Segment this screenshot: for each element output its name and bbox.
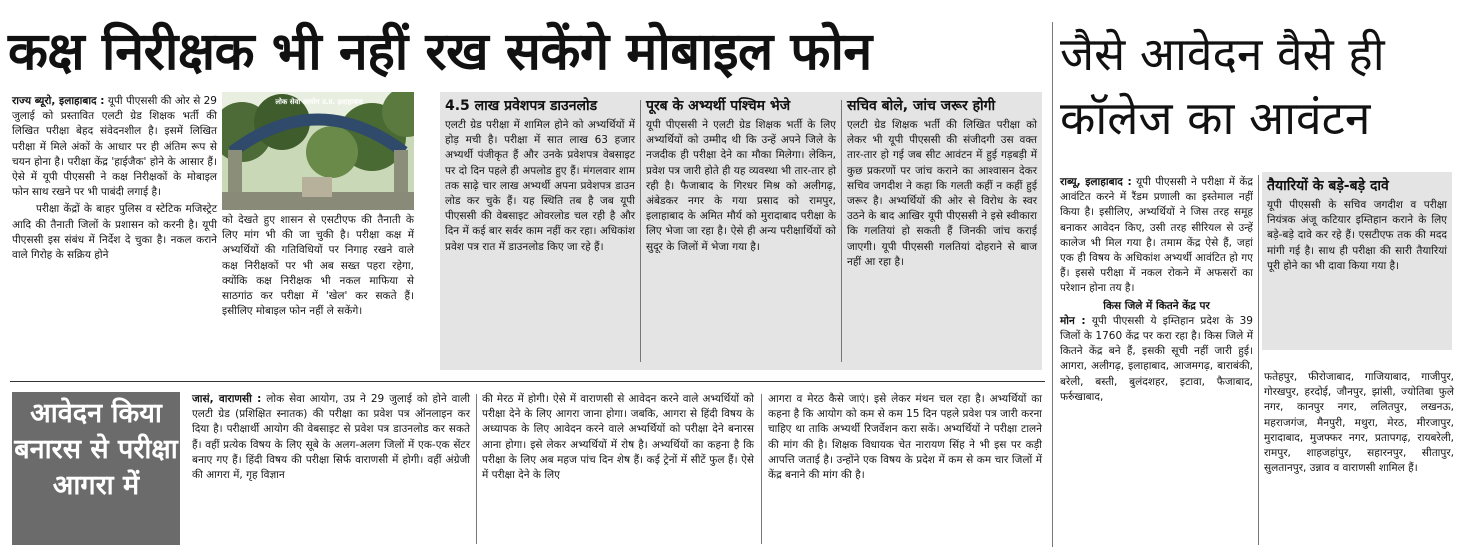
sidebar-divider [841,100,842,362]
bottom-story-column-1 [192,392,470,483]
right-headline [1060,22,1460,150]
column-divider [476,394,477,544]
sidebar-divider [640,100,641,362]
column-divider [761,394,762,544]
main-story-column-1 [12,94,217,263]
right-story-subheading: किस जिले में कितने केंद्र पर [1103,299,1210,312]
column-divider [1052,22,1053,547]
right-story-sub-byline: मोन : [1060,314,1086,327]
sidebar-box-3-heading: सचिव बोले, जांच जरूर होगी [847,98,996,114]
gate-sign-text: लोक सेवा आयोग उ.प्र. इलाहाबाद [275,98,363,106]
sidebar-box-2 [646,96,836,255]
column-divider [1258,175,1259,545]
right-story-sub-text: यूपी पीएससी ये इम्तिहान प्रदेश के 39 जिलों के 1760 केंद्र पर करा रहा है। किस जिले में कितने केंद्र बने हैं, इसकी सूची नहीं जारी हुई। आगरा, अलीगढ़, इलाहाबाद, आजमगढ़, बाराबंकी, बरेली, बस्ती, बुलंदशहर, इटावा, फैजाबाद, फर्रुखाबाद, [1060,314,1253,403]
main-story-text-2: परीक्षा केंद्रों के बाहर पुलिस व स्टेटिक मजिस्ट्रेट आदि की तैनाती जिलों के प्रशासन को करनी है। यूपी पीएससी इस संबंध में निर्देश दे चुका है। नकल कराने वाले गिरोह के सक्रिय होने [12,203,217,262]
main-story-byline: राज्य ब्यूरो, इलाहाबाद : [12,95,105,107]
right-headline-line2: कॉलेज का आवंटन [1060,91,1371,145]
sidebar-box-1-text: एलटी ग्रेड परीक्षा में शामिल होने को अभ्यर्थियों में होड़ मची है। परीक्षा में सात लाख 63 हजार अभ्यर्थी पंजीकृत हैं और उनके प्रवेशपत्र वेबसाइट पर दो दिन पहले ही अपलोड हुए हैं। मंगलवार शाम तक साढ़े चार लाख अभ्यर्थी अपना प्रवेशपत्र डाउन लोड कर चुके हैं। यह स्थिति तब है जब यूपी पीएससी की वेबसाइट ओवरलोड चल रही है और दिन में कई बार सर्वर काम नहीं कर रहा। अधिकांश प्रवेश पत्र रात में डाउनलोड किए जा रहे हैं। [445,119,635,253]
bottom-story-text-1: लोक सेवा आयोग, उप्र ने 29 जुलाई को होने वाली एलटी ग्रेड (प्रशिक्षित स्नातक) की परीक्षा का प्रवेश पत्र ऑनलाइन कर दिया है। परीक्षार्थी आयोग की वेबसाइट से प्रवेश पत्र डाउनलोड कर सकते हैं। वहीं प्रत्येक विषय के लिए सूबे के अलग-अलग जिलों में एक-एक सेंटर बनाए गए हैं। हिंदी विषय की परीक्षा सिर्फ वाराणसी में होगी। वहीं अंग्रेजी की आगरा में, गृह विज्ञान [192,393,471,482]
gate-illustration [222,92,414,210]
sidebar-box-2-heading: पूरब के अभ्यर्थी पश्चिम भेजे [646,98,791,114]
right-box-heading: तैयारियों के बड़े-बड़े दावे [1267,178,1389,194]
right-shaded-box [1262,172,1452,350]
right-headline-line1: जैसे आवेदन वैसे ही [1060,27,1385,81]
bottom-story-byline: जासं, वाराणसी : [192,393,262,405]
sidebar-box-1 [445,96,635,255]
commission-gate-photo [222,92,414,210]
bottom-story-column-3: आगरा व मेरठ कैसे जाएं। इसे लेकर मंथन चल रहा है। अभ्यर्थियों का कहना है कि आयोग को कम से कम 15 दिन पहले प्रवेश पत्र जारी करना चाहिए था ताकि अभ्यर्थी रिजर्वेशन करा सकें। अभ्यर्थियों ने परीक्षा टालने की मांग की है। शिक्षक विधायक चेत नारायण सिंह ने भी इस पर कड़ी आपत्ति जताई है। उन्होंने एक विषय के प्रदेश में कम से कम चार जिलों में केंद्र बनाने की मांग की है। [768,393,1042,482]
main-story-text: यूपी पीएससी की ओर से 29 जुलाई को प्रस्तावित एलटी ग्रेड शिक्षक भर्ती की लिखित परीक्षा बेहद संवेदनशील है। इसमें लिखित परीक्षा में मिले अंकों के आधार पर ही अंतिम रूप से चयन होना है। परीक्षा केंद्र 'हाईजैक' होने के आसार हैं। ऐसे में यूपी पीएससी ने कक्ष निरीक्षकों के मोबाइल फोन साथ रखने पर भी पाबंदी लगाई है। [12,95,217,199]
bottom-story-label-box: आवेदन किया बनारस से परीक्षा आगरा में [12,392,180,545]
right-story-byline: राब्यू, इलाहाबाद : [1060,176,1132,188]
district-list: फतेहपुर, फीरोजाबाद, गाजियाबाद, गाजीपुर, गोरखपुर, हरदोई, जौनपुर, झांसी, ज्योतिबा फुले नगर, कानपुर नगर, ललितपुर, लखनऊ, महराजगंज, मैनपुरी, मथुरा, मेरठ, मीरजापुर, मुरादाबाद, मुजफ्फर नगर, प्रतापगढ़, रायबरेली, रामपुर, शाहजहांपुर, सहारनपुर, सीतापुर, सुलतानपुर, उन्नाव व वाराणसी शामिल हैं। [1264,371,1454,475]
right-story-column-1 [1060,175,1253,405]
sidebar-box-3-text: एलटी ग्रेड शिक्षक भर्ती की लिखित परीक्षा को लेकर भी यूपी पीएससी की संजीदगी उस वक्त तार-तार हो गई जब सीट आवंटन में हुई गड़बड़ी में कुछ प्रकरणों पर जांच कराने का आश्वासन देकर सचिव जगदीश ने कहा कि गलती कहीं न कहीं हुई जरूर है। अभ्यर्थियों की ओर से विरोध के स्वर उठने के बाद आखिर यूपी पीएससी ने इसे स्वीकारा कि गलतियां हो सकती हैं जिनकी जांच कराई जाएगी। यूपी पीएससी गलतियां दोहराने से बाज नहीं आ रहा है। [847,119,1037,268]
right-box-text: यूपी पीएससी के सचिव जगदीश व परीक्षा नियंत्रक अंजू कटियार इम्तिहान कराने के लिए बड़े-बड़े दावे कर रहे हैं। एसटीएफ तक की मदद मांगी गई है। साथ ही परीक्षा की सारी तैयारियां पूरी होने का भी दावा किया गया है। [1267,199,1447,272]
right-story-text: यूपी पीएससी ने परीक्षा में केंद्र आवंटित करने में रैंडम प्रणाली का इस्तेमाल नहीं किया है। इसीलिए, अभ्यर्थियों ने जिस तरह समूह बनाकर आवेदन किए, उसी तरह सीरियल से उन्हें कालेज भी मिल गया है। तमाम केंद्र ऐसे हैं, जहां एक ही विषय के अधिकांश अभ्यर्थी आवंटित हो गए हैं। इससे परीक्षा में नकल रोकने में अफसरों का परेशान होना तय है। [1060,176,1254,295]
sidebar-box-3 [847,96,1037,270]
bottom-story-column-2: की मेरठ में होगी। ऐसे में वाराणसी से आवेदन करने वाले अभ्यर्थियों को परीक्षा देने के लिए आगरा जाना होगा। जबकि, आगरा से हिंदी विषय के अध्यापक के लिए आवेदन करने वाले अभ्यर्थियों को परीक्षा देने बनारस आना होगा। इसे लेकर अभ्यर्थियों में रोष है। अभ्यर्थियों का कहना है कि परीक्षा के लिए अब महज पांच दिन शेष हैं। कई ट्रेनों में सीटें फुल हैं। ऐसे में परीक्षा देने के लिए [482,393,754,482]
main-story-column-2: को देखते हुए शासन से एसटीएफ की तैनाती के लिए मांग भी की जा चुकी है। परीक्षा कक्ष में अभ्यर्थियों की गतिविधियों पर निगाह रखने वाले कक्ष निरीक्षकों पर भी अब सख्त पहरा रहेगा, क्योंकि कक्ष निरीक्षक भी नकल माफिया से साठगांठ कर परीक्षा में 'खेल' कर सकते हैं। इसीलिए मोबाइल फोन नहीं ले सकेंगे। [222,214,414,318]
section-rule [10,381,1045,382]
sidebar-box-2-text: यूपी पीएससी ने एलटी ग्रेड शिक्षक भर्ती के लिए अभ्यर्थियों को उम्मीद थी कि उन्हें अपने जिले के नजदीक ही परीक्षा देने का मौका मिलेगा। लेकिन, प्रवेश पत्र जारी होते ही यह व्यवस्था भी तार-तार हो रही है। फैजाबाद के गिरधर मिश्र को अलीगढ़, अंबेडकर नगर के गया प्रसाद को रामपुर, इलाहाबाद के अमित मौर्य को मुरादाबाद परीक्षा के लिए भेजा जा रहा है। ऐसे ही अन्य परीक्षार्थियों को सुदूर के जिलों में भेजा गया है। [646,119,836,253]
main-headline: कक्ष निरीक्षक भी नहीं रख सकेंगे मोबाइल फोन [8,22,872,82]
sidebar-box-1-heading: 4.5 लाख प्रवेशपत्र डाउनलोड [445,98,598,114]
